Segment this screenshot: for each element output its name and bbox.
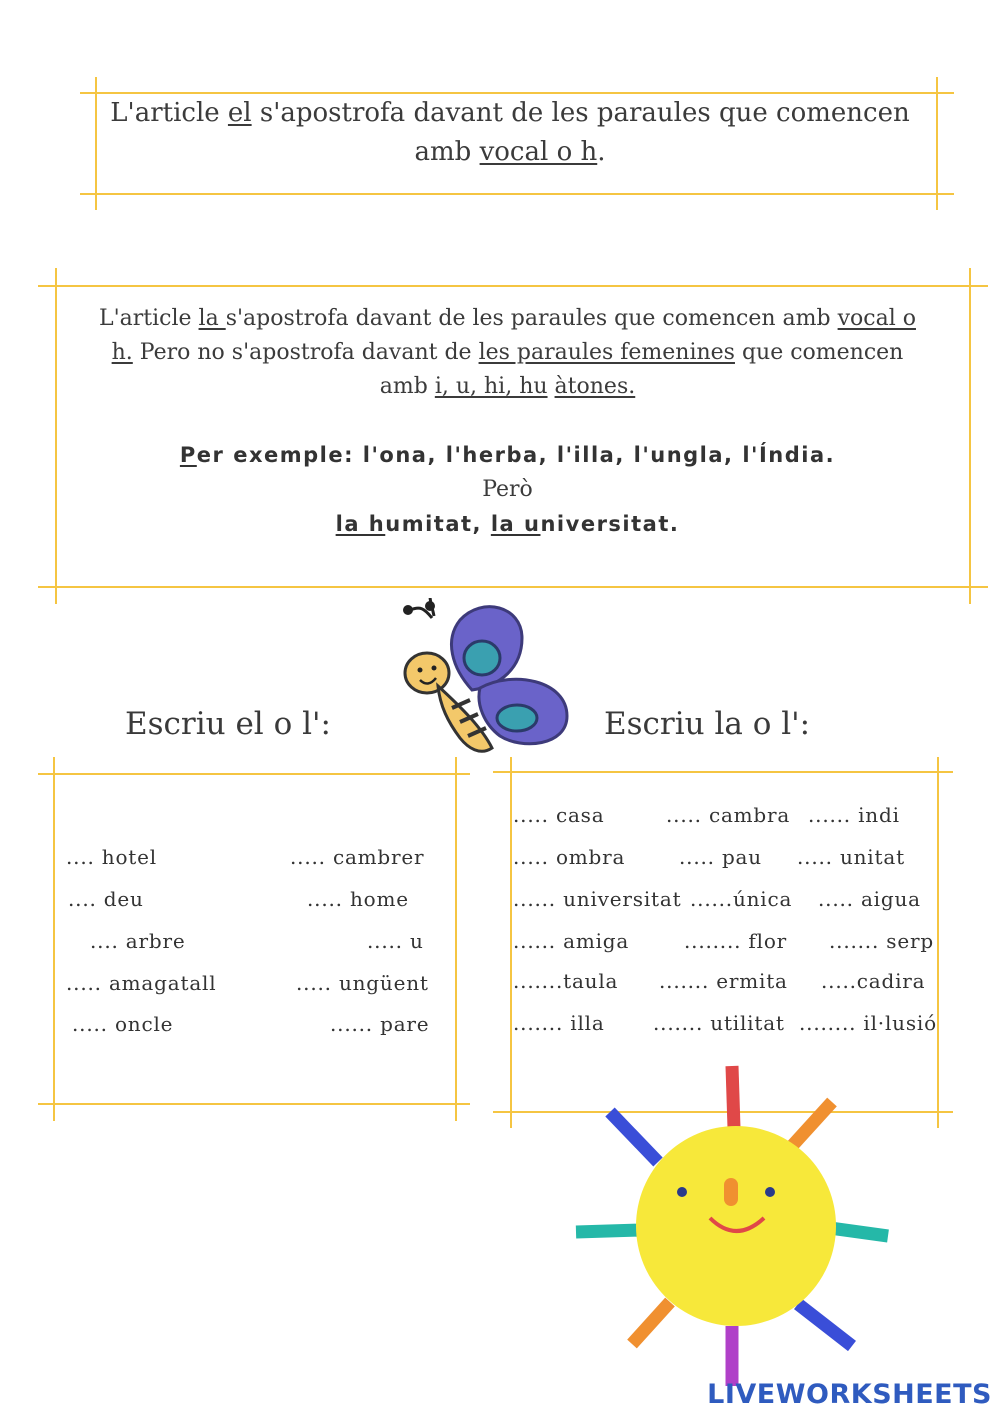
exercise-item[interactable]: ..... oncle: [72, 1012, 174, 1036]
butterfly-icon: [372, 598, 577, 763]
text-segment: amb: [379, 374, 435, 399]
exercise-item[interactable]: ....... utilitat: [653, 1011, 785, 1035]
text-segment: amb: [414, 137, 480, 167]
text-segment: L'article: [99, 306, 199, 331]
exercise-item[interactable]: .......taula: [513, 969, 619, 993]
underlined-term: vocal o h: [479, 137, 598, 167]
underlined-term: la h: [335, 512, 386, 536]
exercise-item[interactable]: ....... serp: [829, 929, 934, 953]
exercise-item[interactable]: ....... ermita: [659, 969, 788, 993]
exercise-item[interactable]: ..... aigua: [818, 887, 921, 911]
underlined-term: h.: [111, 340, 133, 365]
liveworksheets-logo: [707, 1379, 992, 1410]
underlined-term: la: [198, 306, 226, 331]
example-text: niversitat.: [540, 512, 680, 536]
underlined-term: P: [179, 443, 197, 467]
underlined-term: àtones.: [554, 374, 636, 399]
text-segment: L'article: [110, 98, 228, 128]
exercise-item[interactable]: ..... u: [367, 929, 424, 953]
text-segment: [548, 374, 555, 399]
pero-text: Però: [482, 477, 533, 502]
exercise-item[interactable]: ..... unitat: [797, 845, 905, 869]
exercise-item[interactable]: ..... amagatall: [66, 971, 217, 995]
exercise-item[interactable]: ..... pau: [679, 845, 762, 869]
exercise-item[interactable]: .... hotel: [66, 845, 157, 869]
text-segment: que comencen: [734, 340, 904, 365]
underlined-term: vocal o: [837, 306, 916, 331]
underlined-term: les paraules femenines: [478, 340, 735, 365]
rule-el-text: [100, 94, 920, 172]
exercise-item[interactable]: ...... universitat: [513, 887, 682, 911]
exercise-item[interactable]: ...... amiga: [513, 929, 630, 953]
brand-text: LIVEWORKSHEETS: [707, 1379, 992, 1410]
rule-la-text: [60, 302, 955, 542]
text-segment: Pero no s'apostrofa davant de: [132, 340, 479, 365]
exercise-item[interactable]: ...... indi: [808, 803, 900, 827]
text-segment: s'apostrofa davant de les paraules que comencen amb: [225, 306, 838, 331]
exercise-item[interactable]: ..... cambrer: [290, 845, 425, 869]
exercise-item[interactable]: ..... casa: [513, 803, 605, 827]
exercise-item[interactable]: .....cadira: [821, 969, 926, 993]
right-section-title: Escriu la o l':: [604, 706, 811, 742]
underlined-term: la u: [490, 512, 541, 536]
exercise-item[interactable]: ....... illa: [513, 1011, 605, 1035]
exercise-item[interactable]: ........ flor: [684, 929, 788, 953]
example-text: er exemple: l'ona, l'herba, l'illa, l'ungla, l'Índia.: [196, 443, 836, 467]
underlined-term: el: [227, 98, 252, 128]
exercise-item[interactable]: .... deu: [68, 887, 144, 911]
left-section-title: Escriu el o l':: [125, 706, 331, 742]
underlined-term: i, u, hi, hu: [434, 374, 548, 399]
exercise-item[interactable]: ..... ungüent: [296, 971, 429, 995]
exercise-item[interactable]: ...... pare: [330, 1012, 430, 1036]
exercise-item[interactable]: ........ il·lusió: [799, 1011, 937, 1035]
text-segment: s'apostrofa davant de les paraules que comencen: [251, 98, 910, 128]
exercise-item[interactable]: ..... ombra: [513, 845, 626, 869]
sun-icon: [570, 1060, 900, 1390]
exercise-item[interactable]: ..... home: [307, 887, 409, 911]
exercise-item[interactable]: ......única: [690, 887, 793, 911]
exercise-item[interactable]: ..... cambra: [666, 803, 791, 827]
exercise-item[interactable]: .... arbre: [90, 929, 186, 953]
text-segment: .: [597, 137, 606, 167]
example-text: umitat,: [385, 512, 491, 536]
